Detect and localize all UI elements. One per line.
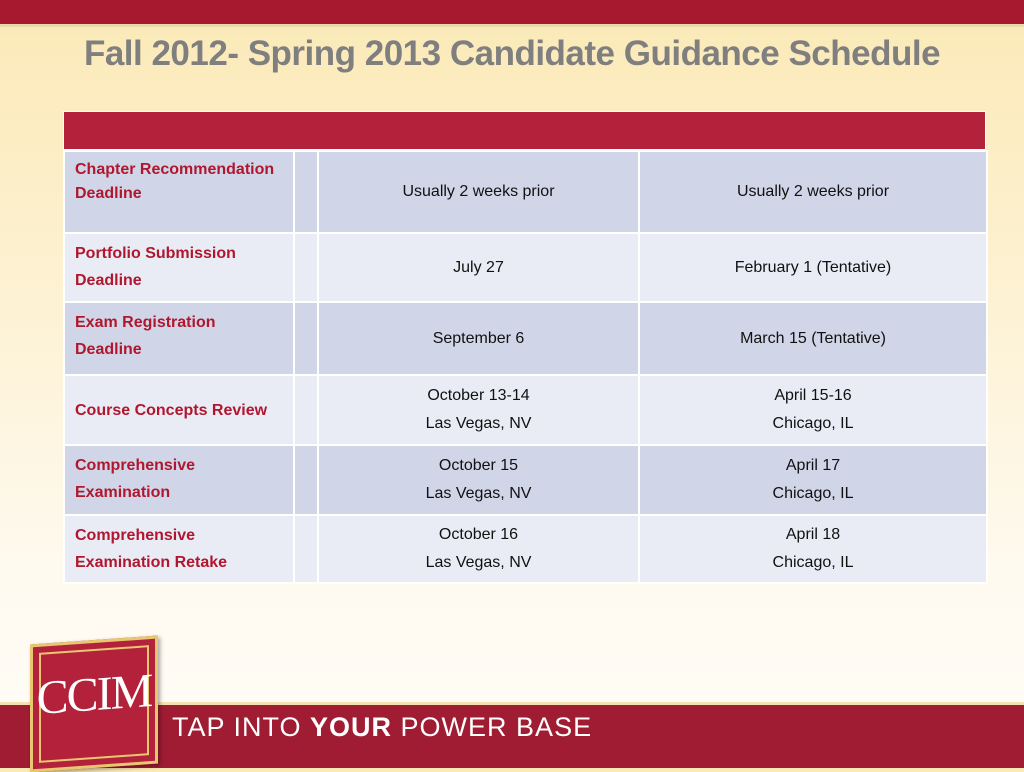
fall-cell xyxy=(318,151,639,233)
spring-date: Usually 2 weeks prior xyxy=(736,183,890,200)
spring-location: Chicago, IL xyxy=(772,415,854,432)
spacer-cell xyxy=(294,445,318,515)
spring-date: April 18 xyxy=(785,526,841,543)
spacer-cell xyxy=(294,375,318,445)
table-row xyxy=(64,375,987,445)
table-row xyxy=(64,302,987,375)
spacer-cell xyxy=(294,515,318,583)
spring-date: April 15-16 xyxy=(774,387,852,404)
fall-date: October 15 xyxy=(438,457,519,474)
spring-cell xyxy=(639,445,987,515)
table-header-bar xyxy=(63,111,986,150)
spring-location: Chicago, IL xyxy=(772,554,854,571)
fall-date: October 13-14 xyxy=(427,387,530,404)
page-title: Fall 2012- Spring 2013 Candidate Guidance Schedule xyxy=(83,34,941,73)
spring-cell xyxy=(639,233,987,302)
spring-location: Chicago, IL xyxy=(772,485,854,502)
table-row xyxy=(64,445,987,515)
fall-date: October 16 xyxy=(438,526,519,543)
top-divider xyxy=(0,24,1024,27)
fall-cell xyxy=(318,515,639,583)
spring-date: February 1 (Tentative) xyxy=(734,258,892,276)
ccim-logo xyxy=(30,636,158,772)
row-label: Portfolio Submission Deadline xyxy=(64,233,294,302)
fall-date: September 6 xyxy=(432,329,525,347)
top-bar xyxy=(0,0,1024,24)
table-row xyxy=(64,233,987,302)
tagline-bold: YOUR xyxy=(310,712,393,742)
fall-cell xyxy=(318,375,639,445)
spring-date: April 17 xyxy=(785,457,841,474)
schedule-table xyxy=(63,111,986,584)
spring-cell xyxy=(639,515,987,583)
logo-text: CCIM xyxy=(36,663,152,726)
table-row xyxy=(64,151,987,233)
fall-date: July 27 xyxy=(453,258,504,276)
row-label: Comprehensive Examination Retake xyxy=(64,515,294,583)
row-label: Exam Registration Deadline xyxy=(64,302,294,375)
spacer-cell xyxy=(294,151,318,233)
footer-tagline xyxy=(172,712,592,743)
row-label: Comprehensive Examination xyxy=(64,445,294,515)
fall-date: Usually 2 weeks prior xyxy=(402,183,555,200)
spring-date: March 15 (Tentative) xyxy=(740,329,886,347)
spring-cell xyxy=(639,375,987,445)
spacer-cell xyxy=(294,302,318,375)
fall-cell xyxy=(318,233,639,302)
fall-location: Las Vegas, NV xyxy=(425,415,532,432)
tagline-post: POWER BASE xyxy=(392,712,593,742)
spacer-cell xyxy=(294,233,318,302)
schedule-grid xyxy=(63,150,988,584)
fall-location: Las Vegas, NV xyxy=(425,554,532,571)
row-label: Chapter Recommendation Deadline xyxy=(64,151,294,233)
spring-cell xyxy=(639,151,987,233)
fall-cell xyxy=(318,445,639,515)
row-label: Course Concepts Review xyxy=(64,375,294,445)
spring-cell xyxy=(639,302,987,375)
tagline-pre: TAP INTO xyxy=(172,712,311,742)
table-row xyxy=(64,515,987,583)
fall-location: Las Vegas, NV xyxy=(425,485,532,502)
fall-cell xyxy=(318,302,639,375)
